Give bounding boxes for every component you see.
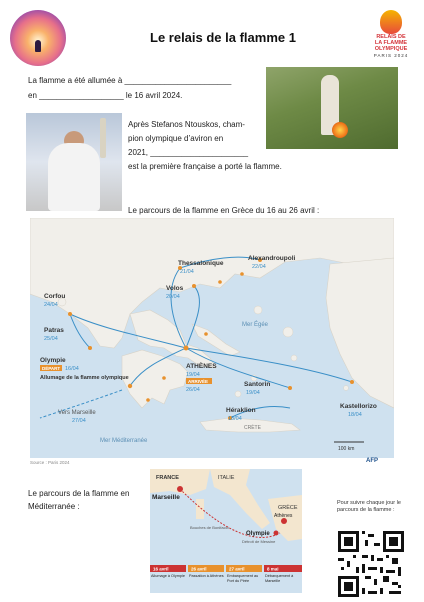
marker [240,272,244,276]
place-label: Thessalonique [178,260,224,267]
logo-line: RELAIS DE [376,34,406,40]
torchbearer-photo [26,113,122,211]
place-date: 18/04 [348,412,362,418]
marker [350,380,354,384]
step-date: 16 avril [153,566,169,572]
question-lighting-country: en ___________________ le 16 avril 2024. [28,91,183,100]
marker [128,384,132,388]
place-label: Vers Marseille [58,410,96,416]
marker [288,386,292,390]
crete-label: CRÈTE [244,425,261,431]
land-peloponnese [122,350,188,408]
torch-icon [35,40,41,52]
arrivee-label: ARRIVÉE [188,379,209,384]
step-text: Passation à Athènes [189,574,224,578]
flame-lighting-photo [266,67,398,149]
allumage-label [40,375,129,381]
island [344,386,349,391]
marker [218,280,222,284]
place-date: 27/04 [72,418,86,424]
qr-code[interactable] [338,531,404,597]
sea-label: Mer Égée [242,322,269,328]
route-line [186,286,199,348]
marker [184,346,189,351]
marseille-marker [177,486,183,492]
logo-line: PARIS 2024 [373,53,409,58]
paragraph-line: 2021, ______________________ [128,148,249,157]
map-heading: Le parcours de la flamme en Grèce du 16 au 26 avril : [128,206,320,215]
detroit-label: Détroit de Messine [242,539,276,544]
paragraph-line: est la première française a porté la flamme. [128,162,282,171]
paris-2024-logo [366,10,416,70]
step-text: Embarquement au Port du Pirée [227,574,259,583]
bouches-label: Bouches de Bonifacio [190,525,229,530]
qr-caption: Pour suivre chaque jour le parcours de la flamme : [337,500,401,513]
logo-line: OLYMPIQUE [374,46,408,52]
arrivee-date: 26/04 [186,387,200,393]
place-date: 22/04 [252,264,266,270]
place-label: ATHÈNES [186,363,217,370]
island [291,355,297,361]
marseille-label: Marseille [152,494,180,501]
allumage-text: Allumage de la flamme olympique [40,375,129,381]
scale-label: 100 km [338,446,355,452]
step-date: 27 avril [229,566,245,572]
marker [204,332,208,336]
island [254,306,262,314]
step-text: Allumage à Olympie [151,574,185,578]
place-date: 25/04 [44,336,58,342]
step-text: Débarquement à Marseille [265,574,294,583]
flame-icon [380,10,402,34]
place-label: Héraklion [226,407,256,414]
place-date: 20/04 [166,294,180,300]
place-label: Santorin [244,381,271,388]
olympie-label: Olympie [246,531,270,537]
med-heading: Le parcours de la flamme en Méditerranée : [28,489,130,511]
marker [192,284,196,288]
logo-line: LA FLAMME [374,40,408,46]
olympie-date: 16/04 [65,366,79,372]
place-date: 18/04 [228,416,242,422]
grece-label: GRÈCE [278,505,298,511]
step-date: 26 avril [191,566,207,572]
depart-label: DÉPART [42,366,61,371]
place-label: Volos [166,285,184,292]
italie-label: ITALIE [218,475,235,481]
island [235,391,241,397]
flame-circle-logo [10,10,66,66]
paragraph-line: Après Stefanos Ntouskos, cham- [128,120,245,129]
island [283,327,293,337]
olympie-label: Olympie [40,357,66,364]
land-turkey [326,258,394,408]
greece-route-map [30,218,394,458]
marker [162,376,166,380]
afp-logo: AFP [366,458,378,464]
paragraph-line: pion olympique d’aviron en [128,134,224,143]
france-label: FRANCE [156,475,179,481]
map-source: Source : Paris 2024 [30,460,70,465]
mediterranean-route-map [150,469,302,593]
question-lighting-place: La flamme a été allumée à ________________________ [28,76,232,85]
place-date: 19/04 [186,372,200,378]
place-label: Alexandroupoli [248,255,296,262]
place-label: Corfou [44,293,66,300]
athenes-label: Athènes [274,513,293,519]
olympie-marker [274,531,279,536]
place-label: Kastellorizo [340,403,377,410]
marker [68,312,72,316]
marker [88,346,92,350]
place-date: 21/04 [180,269,194,275]
place-label: Patras [44,327,64,334]
page-title: Le relais de la flamme 1 [150,30,296,45]
sea-label: Mer Méditerranée [100,438,148,444]
greece-map-svg [30,218,394,458]
qr-code-svg [338,531,404,597]
place-date: 19/04 [246,390,260,396]
marker [146,398,150,402]
land-sardinia [196,499,204,519]
step-date: 8 mai [267,566,279,572]
place-date: 24/04 [44,302,58,308]
